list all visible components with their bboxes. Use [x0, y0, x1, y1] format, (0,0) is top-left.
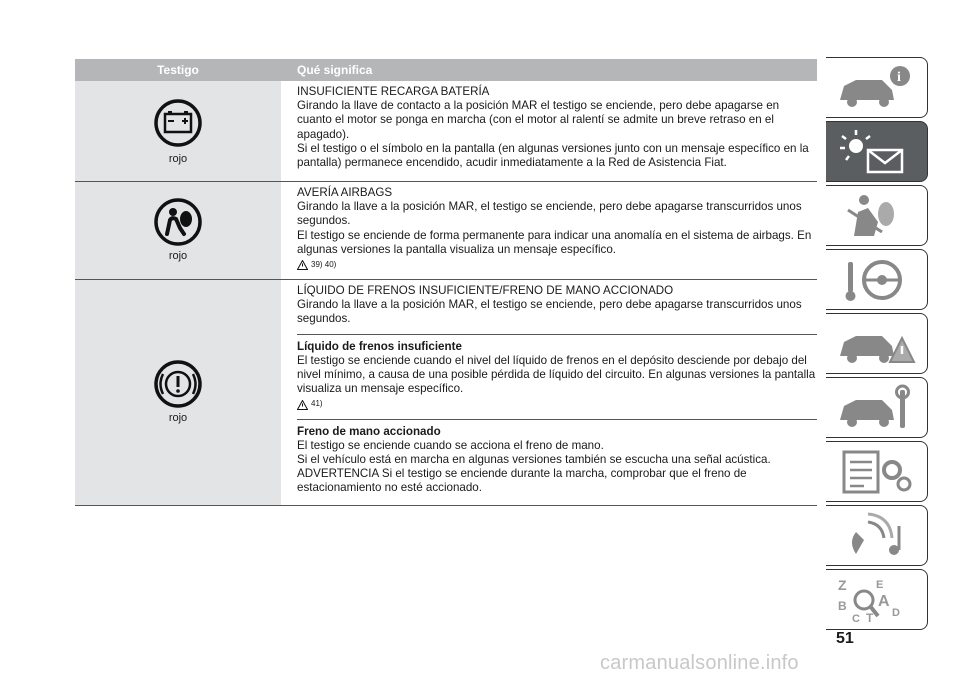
lamp-color-label: rojo: [168, 412, 188, 424]
steering-key-icon: [834, 256, 920, 304]
description-cell: [281, 280, 817, 505]
tab-safety[interactable]: [826, 185, 928, 246]
svg-text:T: T: [866, 611, 874, 624]
lamp-cell: [75, 182, 281, 279]
alphabetical-index-icon: [834, 576, 920, 624]
description-cell: [281, 182, 817, 279]
svg-text:B: B: [838, 599, 847, 613]
warning-ref-text: 39) 40): [311, 260, 337, 270]
header-testigo: Testigo: [157, 63, 199, 77]
battery-icon: [154, 99, 202, 147]
table-row: [75, 182, 817, 280]
svg-text:A: A: [878, 593, 890, 610]
svg-text:D: D: [892, 607, 900, 619]
paragraph: Si el vehículo está en marcha en algunas versiones también se escucha una señal acústica.: [297, 453, 771, 467]
lamp-cell: [75, 280, 281, 505]
description-cell: [281, 81, 817, 181]
svg-text:Z: Z: [838, 577, 847, 593]
row-title: LÍQUIDO DE FRENOS INSUFICIENTE/FRENO DE MANO ACCIONADO: [297, 284, 674, 297]
subsection-handbrake: [297, 419, 817, 496]
page-number: 51: [836, 630, 854, 647]
warning-refs: [297, 258, 817, 272]
paragraph: Girando la llave de contacto a la posición MAR el testigo se enciende, pero debe apagarse en cuanto el motor se ponga en marcha (con el motor al ralentí se admite un breve retraso en el apagado).: [297, 99, 780, 141]
technical-data-icon: [834, 448, 920, 496]
seat-airbag-icon: [834, 192, 920, 240]
warning-refs: [297, 397, 817, 411]
svg-text:i: i: [897, 70, 901, 85]
paragraph: El testigo se enciende de forma permanente para indicar una anomalía en el sistema de airbags. En algunas versiones la pantalla visualiza un mensaje específico.: [297, 228, 812, 256]
warning-ref-text: 41): [311, 399, 323, 409]
brake-warning-icon: [154, 360, 202, 408]
tab-warning-lights[interactable]: [826, 121, 928, 182]
row-title: INSUFICIENTE RECARGA BATERÍA: [297, 85, 490, 98]
paragraph: Si el testigo o el símbolo en la pantalla (en algunas versiones junto con un mensaje específico en la pantalla) permanece encendido, acudir inmediatamente a la Red de Asistencia Fiat.: [297, 141, 809, 170]
lamp-color-label: rojo: [168, 153, 188, 165]
warning-light-message-icon: [834, 128, 920, 176]
multimedia-icon: [834, 512, 920, 560]
svg-text:E: E: [876, 579, 884, 591]
paragraph: El testigo se enciende cuando se acciona el freno de mano.: [297, 438, 604, 452]
svg-text:C: C: [852, 613, 860, 624]
warning-triangle-icon: [297, 260, 308, 270]
tab-car-info[interactable]: [826, 57, 928, 118]
warning-lights-table: [75, 59, 817, 506]
table-row: [75, 81, 817, 182]
tab-multimedia[interactable]: [826, 505, 928, 566]
row-title: AVERÍA AIRBAGS: [297, 186, 393, 199]
tab-index[interactable]: [826, 569, 928, 630]
header-que-significa: Qué significa: [297, 63, 373, 77]
table-header: [75, 59, 817, 81]
paragraph: Girando la llave a la posición MAR, el testigo se enciende, pero debe apagarse transcurridos unos segundos.: [297, 298, 802, 326]
paragraph: ADVERTENCIA Si el testigo se enciende durante la marcha, comprobar que el freno de estacionamiento no esté accionado.: [297, 467, 747, 495]
airbag-icon: [154, 198, 202, 246]
car-info-icon: [834, 64, 920, 112]
subsection-title: Líquido de frenos insuficiente: [297, 339, 462, 353]
watermark: carmanualsonline.info: [600, 652, 799, 674]
warning-triangle-icon: [297, 400, 308, 410]
tab-technical-data[interactable]: [826, 441, 928, 502]
tab-emergency[interactable]: [826, 313, 928, 374]
tab-starting-driving[interactable]: [826, 249, 928, 310]
car-maintenance-icon: [834, 384, 920, 432]
tab-maintenance[interactable]: [826, 377, 928, 438]
subsection-title: Freno de mano accionado: [297, 424, 441, 438]
lamp-color-label: rojo: [168, 250, 188, 262]
lamp-cell: [75, 81, 281, 181]
car-emergency-icon: [834, 320, 920, 368]
subsection-brake-fluid: [297, 334, 817, 412]
paragraph: Girando la llave a la posición MAR, el testigo se enciende, pero debe apagarse transcurridos unos segundos.: [297, 200, 802, 228]
table-row: [75, 280, 817, 506]
paragraph: El testigo se enciende cuando el nivel del líquido de frenos en el depósito desciende por debajo del nivel mínimo, a causa de una posible pérdida de líquido del circuito. En algunas versiones la pantalla visualiza un mensaje específico.: [297, 353, 816, 396]
